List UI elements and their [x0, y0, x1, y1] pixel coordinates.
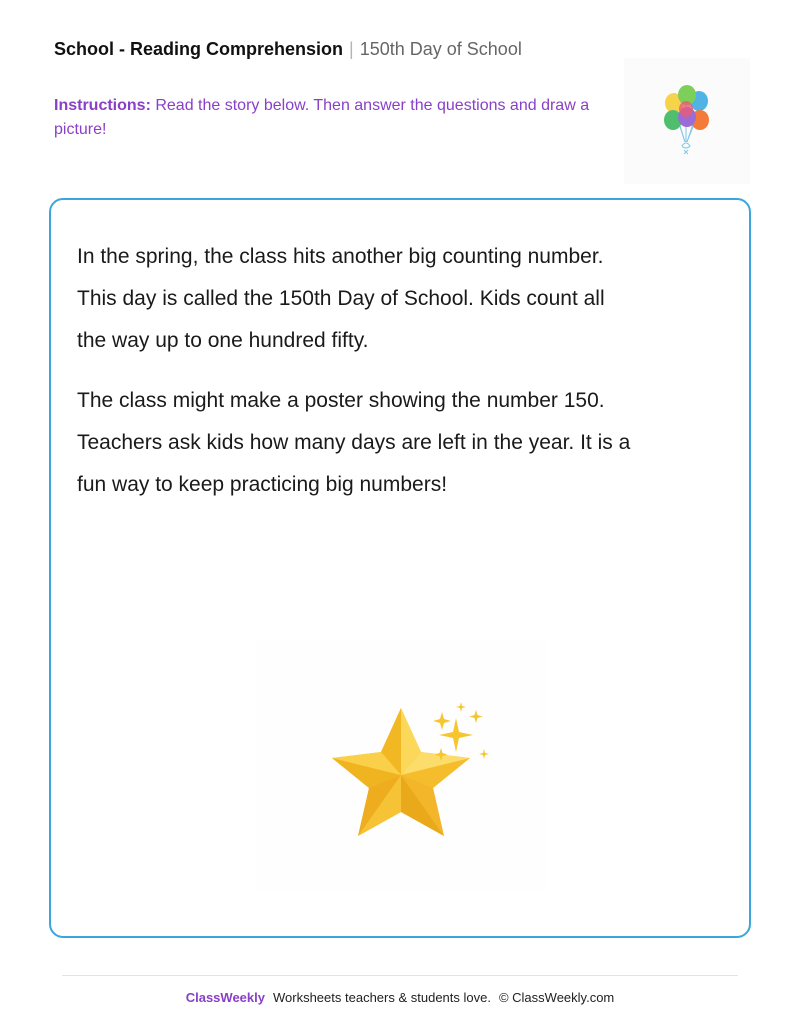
page-header	[54, 38, 522, 60]
footer-divider	[62, 975, 738, 976]
story-line: Teachers ask kids how many days are left in the year. It is a	[77, 431, 631, 454]
story-line: In the spring, the class hits another big counting number.	[77, 245, 604, 268]
story-paragraph	[77, 380, 677, 506]
instructions	[54, 94, 614, 142]
header-separator: |	[349, 39, 354, 59]
story-paragraph	[77, 236, 677, 362]
page-footer	[0, 990, 800, 1005]
story-line: fun way to keep practicing big numbers!	[77, 473, 448, 496]
footer-brand: ClassWeekly	[185, 990, 265, 1005]
story-line: the way up to one hundred fifty.	[77, 329, 369, 352]
balloons-icon	[624, 58, 750, 184]
story-box	[49, 198, 751, 938]
worksheet-subject: School - Reading Comprehension	[54, 39, 344, 59]
footer-copyright: © ClassWeekly.com	[498, 990, 615, 1005]
instructions-text: Read the story below. Then answer the questions and draw a picture!	[54, 97, 590, 138]
star-sparkle-icon	[256, 640, 546, 890]
story-line: The class might make a poster showing the number 150.	[77, 389, 605, 412]
story-line: This day is called the 150th Day of School. Kids count all	[77, 287, 605, 310]
worksheet-topic: 150th Day of School	[359, 39, 522, 59]
footer-tagline: Worksheets teachers & students love.	[272, 990, 491, 1005]
instructions-lead: Instructions:	[54, 97, 151, 114]
